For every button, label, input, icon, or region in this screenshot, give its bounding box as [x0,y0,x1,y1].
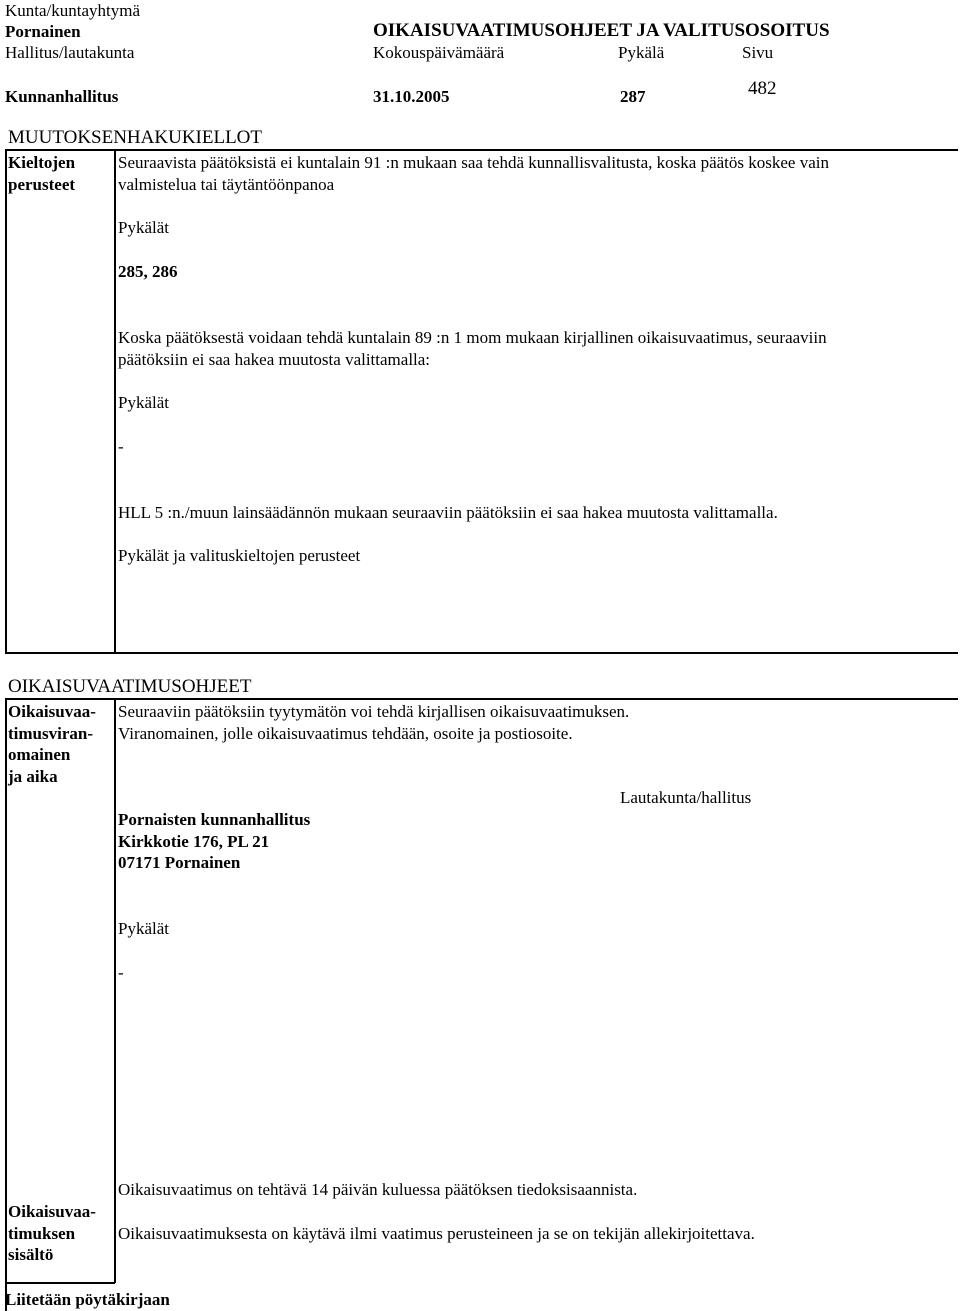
claim-line-2: Viranomainen, jolle oikaisuvaatimus tehdään, osoite ja postiosoite. [118,724,573,743]
document-title: OIKAISUVAATIMUSOHJEET JA VALITUSOSOITUS [373,20,830,41]
page-number-value: 482 [748,78,777,99]
content-side-label-1: Oikaisuvaa- [8,1202,96,1221]
claim-left-border [5,698,7,1311]
bans-side-label-1: Kieltojen [8,153,76,172]
meeting-date-value: 31.10.2005 [373,87,450,106]
appeal-bans-heading: MUUTOKSENHAKUKIELLOT [8,127,263,148]
claim-top-rule [5,698,958,700]
address-name: Pornaisten kunnanhallitus [118,810,311,829]
claim-content-text: Oikaisuvaatimuksesta on käytävä ilmi vaatimus perusteineen ja se on tekijän allekirjoitettava. [118,1224,755,1243]
bans-sections-label-1: Pykälät [118,218,169,237]
left-border [5,149,7,653]
section-top-rule [5,149,958,151]
claim-side-label-3: omainen [8,745,71,764]
page-column-label: Sivu [742,43,774,62]
bans-paragraph-2-line-2: päätöksiin ei saa hakea muutosta valittamalla: [118,350,431,369]
section-number-value: 287 [620,87,646,106]
body-column-label: Hallitus/lautakunta [5,43,135,62]
label-column-divider [114,149,116,653]
section-bottom-rule [5,652,958,654]
claim-bottom-rule [5,1282,115,1284]
date-column-label: Kokouspäivämäärä [373,43,505,62]
content-side-label-2: timuksen [8,1224,76,1243]
address-street: Kirkkotie 176, PL 21 [118,832,270,851]
bans-paragraph-3: HLL 5 :n./muun lainsäädännön mukaan seuraaviin päätöksiin ei saa hakea muutosta valittamalla. [118,503,778,522]
bans-sections-label-2: Pykälät [118,393,169,412]
attachment-note: Liitetään pöytäkirjaan [5,1290,170,1309]
content-side-label-3: sisältö [8,1245,54,1264]
org-type-label: Kunta/kuntayhtymä [5,1,141,20]
bans-side-label-2: perusteet [8,175,76,194]
bans-sections-label-3: Pykälät ja valituskieltojen perusteet [118,546,361,565]
claim-line-1: Seuraaviin päätöksiin tyytymätön voi tehdä kirjallisen oikaisuvaatimuksen. [118,702,630,721]
claim-side-label-4: ja aika [8,767,58,786]
claim-sections-value: - [118,963,124,982]
claim-side-label-2: timusviran- [8,724,93,743]
bans-paragraph-1-line-2: valmistelua tai täytäntöönpanoa [118,175,335,194]
section-column-label: Pykälä [618,43,665,62]
bans-sections-value-1: 285, 286 [118,262,178,281]
address-postal: 07171 Pornainen [118,853,241,872]
claim-label-column-divider [114,698,116,1283]
claim-instructions-heading: OIKAISUVAATIMUSOHJEET [8,676,252,697]
claim-deadline-text: Oikaisuvaatimus on tehtävä 14 päivän kuluessa päätöksen tiedoksisaannista. [118,1180,638,1199]
claim-sections-label: Pykälät [118,919,169,938]
claim-side-label-1: Oikaisuvaa- [8,702,96,721]
bans-paragraph-2-line-1: Koska päätöksestä voidaan tehdä kuntalain 89 :n 1 mom mukaan kirjallinen oikaisuvaatimus, seuraaviin [118,328,827,347]
bans-paragraph-1-line-1: Seuraavista päätöksistä ei kuntalain 91 :n mukaan saa tehdä kunnallisvalitusta, koska päätös koskee vain [118,153,829,172]
municipality-name: Pornainen [5,22,81,41]
bans-sections-value-2: - [118,437,124,456]
body-value: Kunnanhallitus [5,87,119,106]
authority-label: Lautakunta/hallitus [620,788,752,807]
